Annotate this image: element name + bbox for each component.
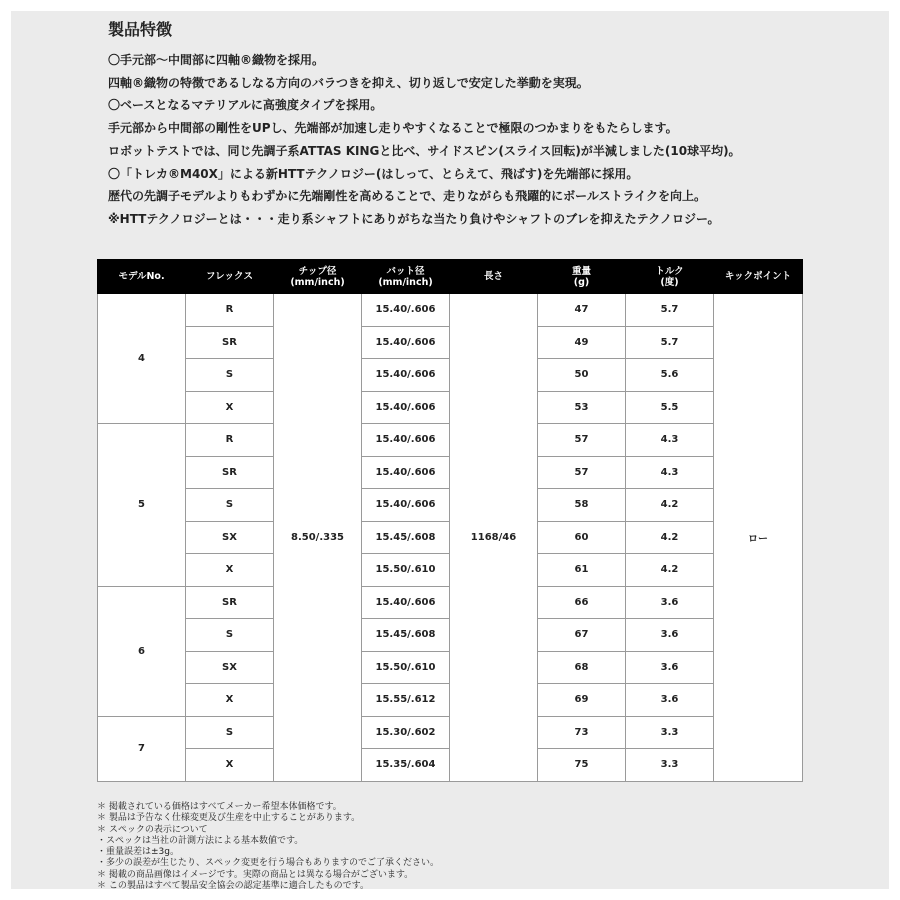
torque-cell: 4.2: [626, 521, 714, 554]
flex-cell: S: [186, 489, 274, 522]
flex-cell: R: [186, 424, 274, 457]
header-model: モデルNo.: [98, 260, 186, 294]
butt-cell: 15.40/.606: [362, 489, 450, 522]
note-line: ・スペックは当社の計測方法による基本数値です。: [97, 835, 304, 846]
butt-cell: 15.50/.610: [362, 554, 450, 587]
butt-cell: 15.50/.610: [362, 651, 450, 684]
note-line: ＊ 掲載の商品画像はイメージです。実際の商品とは異なる場合がございます。: [97, 869, 414, 880]
butt-cell: 15.40/.606: [362, 359, 450, 392]
weight-cell: 73: [538, 716, 626, 749]
note-line: ・多少の誤差が生じたり、スペック変更を行う場合もありますのでご了承ください。: [97, 858, 440, 869]
torque-cell: 3.3: [626, 716, 714, 749]
table-header-row: [98, 260, 803, 294]
weight-cell: 66: [538, 586, 626, 619]
butt-cell: 15.40/.606: [362, 391, 450, 424]
weight-cell: 69: [538, 684, 626, 717]
flex-cell: SX: [186, 651, 274, 684]
feature-line: 手元部から中間部の剛性をUPし、先端部が加速し走りやすくなることで極限のつかまりをもたらします。: [108, 121, 678, 136]
note-line: ＊ この製品はすべて製品安全協会の認定基準に適合したものです。: [97, 881, 369, 892]
length-cell: 1168/46: [450, 294, 538, 782]
torque-cell: 3.6: [626, 619, 714, 652]
tip-cell: 8.50/.335: [274, 294, 362, 782]
torque-cell: 3.6: [626, 651, 714, 684]
butt-cell: 15.40/.606: [362, 424, 450, 457]
torque-cell: 5.7: [626, 294, 714, 327]
header-torque: [626, 260, 714, 294]
torque-cell: 4.3: [626, 424, 714, 457]
table-row: [98, 294, 803, 327]
header-butt-label: バット径: [386, 265, 425, 277]
torque-cell: 3.3: [626, 749, 714, 782]
flex-cell: X: [186, 684, 274, 717]
header-weight-label: 重量: [571, 265, 591, 277]
note-line: ＊ スペックの表示について: [97, 824, 208, 835]
header-butt: [362, 260, 450, 294]
feature-line: 〇手元部〜中間部に四軸®織物を採用。: [108, 53, 325, 67]
flex-cell: X: [186, 554, 274, 587]
butt-cell: 15.40/.606: [362, 326, 450, 359]
butt-cell: 15.45/.608: [362, 521, 450, 554]
header-weight-unit: (g): [573, 276, 590, 288]
butt-cell: 15.40/.606: [362, 586, 450, 619]
feature-line: ロボットテストでは、同じ先調子系ATTAS KINGと比べ、サイドスピン(スライス回転)が半減しました(10球平均)。: [108, 143, 741, 158]
model-cell: 5: [98, 424, 186, 587]
flex-cell: SR: [186, 456, 274, 489]
weight-cell: 49: [538, 326, 626, 359]
model-cell: 4: [98, 294, 186, 424]
section-heading: 製品特徴: [108, 20, 173, 39]
header-tip: [274, 260, 362, 294]
note-line: ＊ 掲載されている価格はすべてメーカー希望本体価格です。: [97, 802, 342, 812]
torque-cell: 3.6: [626, 684, 714, 717]
weight-cell: 53: [538, 391, 626, 424]
model-cell: 6: [98, 586, 186, 716]
flex-cell: X: [186, 749, 274, 782]
feature-line: 四軸®織物の特徴であるしなる方向のバラつきを抑え、切り返しで安定した挙動を実現。: [108, 75, 589, 90]
flex-cell: S: [186, 619, 274, 652]
torque-cell: 5.6: [626, 359, 714, 392]
weight-cell: 60: [538, 521, 626, 554]
flex-cell: R: [186, 294, 274, 327]
flex-cell: SR: [186, 586, 274, 619]
weight-cell: 61: [538, 554, 626, 587]
weight-cell: 47: [538, 294, 626, 327]
flex-cell: S: [186, 359, 274, 392]
header-butt-unit: (mm/inch): [378, 276, 433, 288]
header-length: 長さ: [450, 260, 538, 294]
butt-cell: 15.55/.612: [362, 684, 450, 717]
kick-cell: ロー: [714, 294, 803, 782]
header-weight: [538, 260, 626, 294]
note-line: ・重量誤差は±3g。: [97, 847, 179, 858]
header-tip-label: チップ径: [298, 265, 337, 277]
header-torque-unit: (度): [660, 276, 679, 288]
butt-cell: 15.45/.608: [362, 619, 450, 652]
weight-cell: 57: [538, 456, 626, 489]
butt-cell: 15.35/.604: [362, 749, 450, 782]
spec-table: [97, 259, 803, 782]
torque-cell: 5.7: [626, 326, 714, 359]
butt-cell: 15.40/.606: [362, 294, 450, 327]
feature-line: 〇ベースとなるマテリアルに高強度タイプを採用。: [108, 98, 383, 113]
header-torque-label: トルク: [655, 265, 684, 277]
torque-cell: 3.6: [626, 586, 714, 619]
header-kick: キックポイント: [714, 260, 803, 294]
butt-cell: 15.30/.602: [362, 716, 450, 749]
header-tip-unit: (mm/inch): [290, 276, 345, 288]
torque-cell: 4.2: [626, 489, 714, 522]
weight-cell: 75: [538, 749, 626, 782]
flex-cell: SR: [186, 326, 274, 359]
weight-cell: 67: [538, 619, 626, 652]
weight-cell: 57: [538, 424, 626, 457]
flex-cell: SX: [186, 521, 274, 554]
note-line: ＊ 製品は予告なく仕様変更及び生産を中止することがあります。: [97, 813, 361, 824]
torque-cell: 5.5: [626, 391, 714, 424]
flex-cell: X: [186, 391, 274, 424]
torque-cell: 4.3: [626, 456, 714, 489]
feature-line: 歴代の先調子モデルよりもわずかに先端剛性を高めることで、走りながらも飛躍的にボールストライクを向上。: [108, 189, 706, 204]
header-flex: フレックス: [186, 260, 274, 294]
torque-cell: 4.2: [626, 554, 714, 587]
butt-cell: 15.40/.606: [362, 456, 450, 489]
flex-cell: S: [186, 716, 274, 749]
weight-cell: 68: [538, 651, 626, 684]
disclaimer-notes: [97, 802, 817, 892]
model-cell: 7: [98, 716, 186, 781]
weight-cell: 58: [538, 489, 626, 522]
feature-line: ※HTTテクノロジーとは・・・走り系シャフトにありがちな当たり負けやシャフトのブレを抑えたテクノロジー。: [108, 211, 720, 226]
feature-line: 〇「トレカ®M40X」による新HTTテクノロジー(はしって、とらえて、飛ばす)を先端部に採用。: [108, 166, 639, 181]
features-list: [108, 49, 828, 231]
weight-cell: 50: [538, 359, 626, 392]
